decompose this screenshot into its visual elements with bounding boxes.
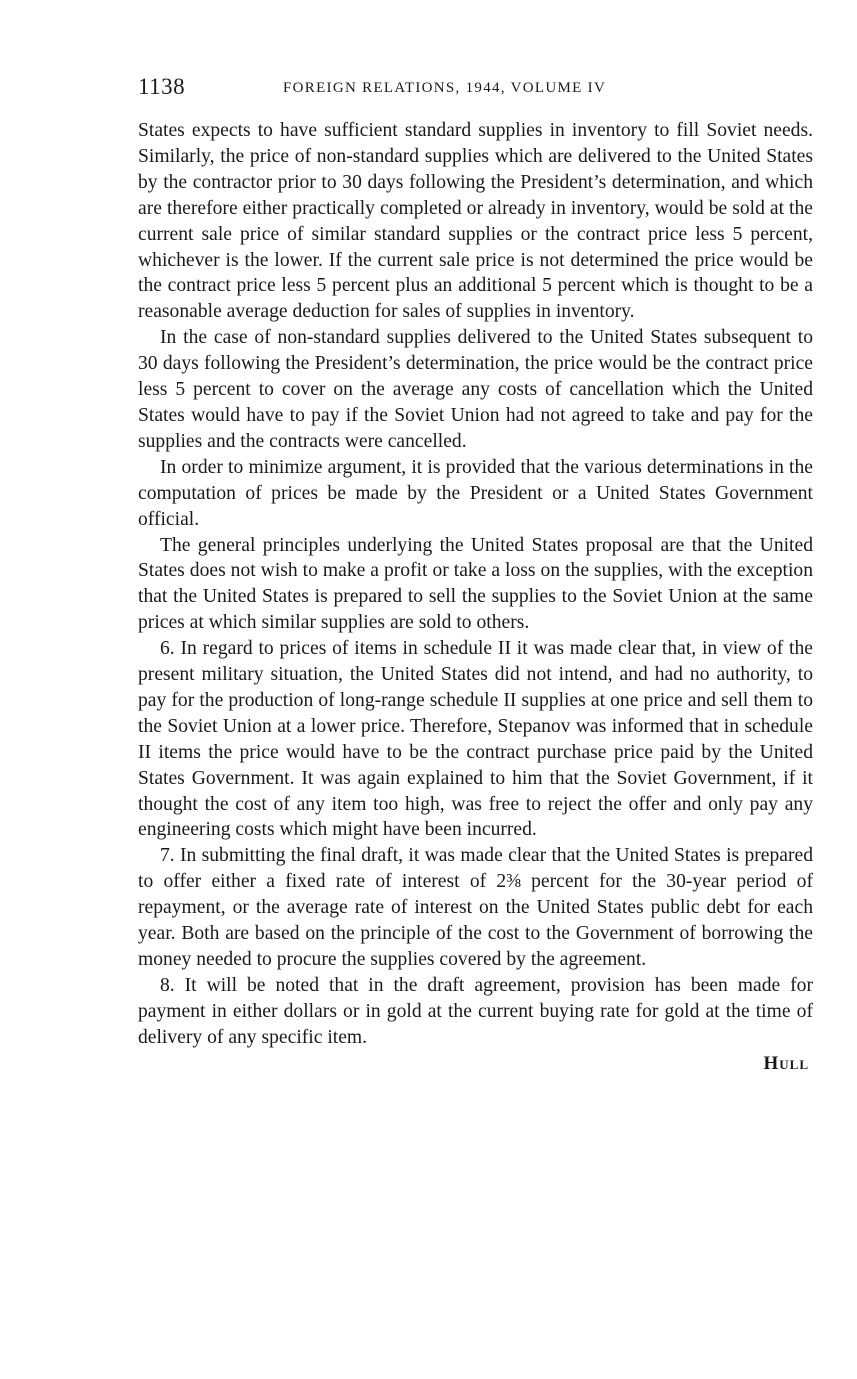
paragraph-item-8: 8. It will be noted that in the draft agreement, provision has been made for payment in either dollars or in gold at the current buying rate for gold at the time of delivery of any specific item. [138, 974, 813, 1048]
paragraph: In the case of non-standard supplies delivered to the United States subsequent to 30 days following the President’s determination, the price would be the contract price less 5 percent to cover on the average any costs of cancellation which the United States would have to pay if the Soviet Union had not agreed to take and pay for the supplies and the contracts were cancelled. [138, 327, 813, 452]
running-title: FOREIGN RELATIONS, 1944, VOLUME IV [283, 80, 607, 96]
paragraph: In order to minimize argument, it is provided that the various determinations in the computation of prices be made by the President or a United States Government official. [138, 456, 813, 530]
paragraph-item-6: 6. In regard to prices of items in schedule II it was made clear that, in view of the present military situation, the United States did not intend, and had no authority, to pay for the production of long-range schedule II supplies at one price and sell them to the Soviet Union at a lower price. Therefore, Stepanov was informed that in schedule II items the price would have to be the contract purchase price paid by the United States Government. It was again explained to him that the Soviet Government, if it thought the cost of any item too high, was free to reject the offer and only pay any engineering costs which might have been incurred. [138, 638, 813, 841]
paragraph-item-7: 7. In submitting the final draft, it was made clear that the United States is prepared to offer either a fixed rate of interest of 2⅜ percent for the 30-year period of repayment, or the average rate of interest on the United States public debt for each year. Both are based on the principle of the cost to the Government of borrowing the money needed to procure the supplies covered by the agreement. [138, 845, 813, 970]
paragraph: The general principles underlying the United States proposal are that the United States does not wish to make a profit or take a loss on the supplies, with the exception that the United States is prepared to sell the supplies to the Soviet Union at the same prices at which similar supplies are sold to others. [138, 534, 813, 634]
signature: Hull [763, 1052, 809, 1074]
body-text [138, 118, 813, 1051]
page-number: 1138 [138, 74, 186, 99]
paragraph-continued: States expects to have sufficient standard supplies in inventory to fill Soviet needs. Similarly, the price of non-standard supplies which are delivered to the United States by the contractor prior to 30 days following the President’s determination, and which are therefore either practically completed or already in inventory, would be sold at the current sale price of similar standard supplies or the contract price less 5 percent, whichever is the lower. If the current sale price is not determined the price would be the contract price less 5 percent plus an additional 5 percent which is thought to be a reasonable average deduction for sales of supplies in inventory. [138, 120, 813, 323]
running-head [138, 70, 813, 106]
document-page [138, 70, 813, 1075]
